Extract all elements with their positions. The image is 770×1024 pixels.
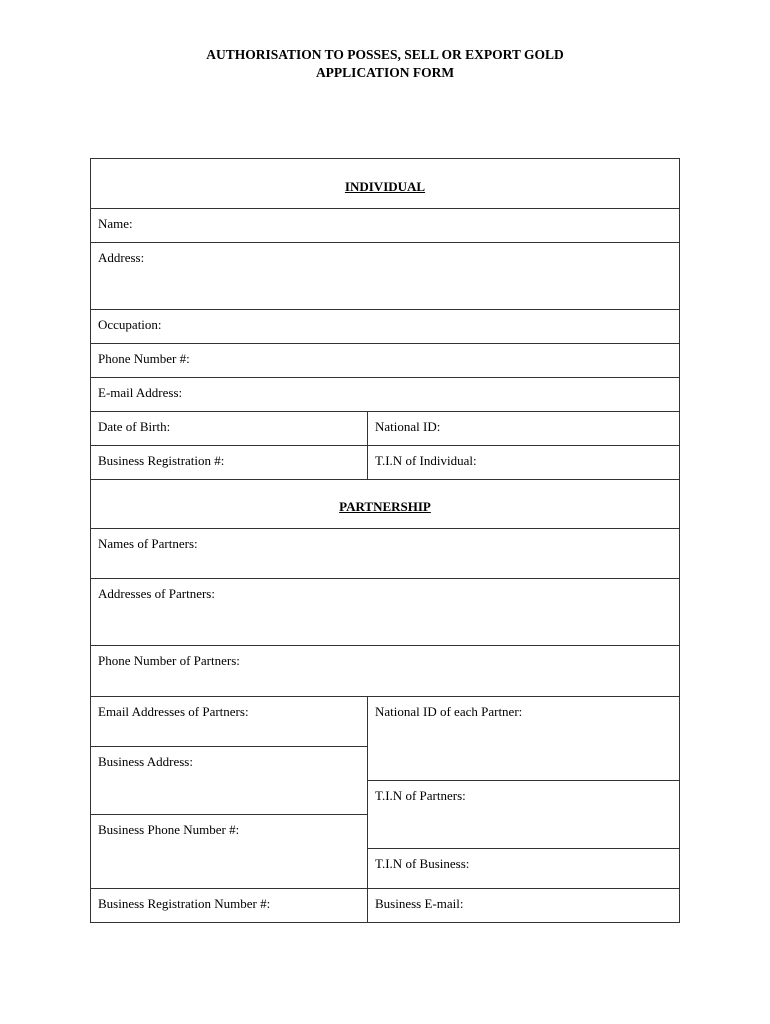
individual-occupation-field[interactable]: Occupation:	[91, 310, 680, 344]
individual-tin-field[interactable]: T.I.N of Individual:	[368, 446, 680, 480]
individual-email-field[interactable]: E-mail Address:	[91, 378, 680, 412]
individual-address-field[interactable]: Address:	[91, 243, 680, 310]
business-tin-field[interactable]: T.I.N of Business:	[368, 849, 680, 889]
form-title-line-1: AUTHORISATION TO POSSES, SELL OR EXPORT GOLD	[206, 47, 564, 62]
individual-national-id-field[interactable]: National ID:	[368, 412, 680, 446]
business-email-field[interactable]: Business E-mail:	[368, 889, 680, 923]
individual-name-field[interactable]: Name:	[91, 209, 680, 243]
partner-names-field[interactable]: Names of Partners:	[91, 529, 680, 579]
partner-phone-field[interactable]: Phone Number of Partners:	[91, 646, 680, 697]
partner-emails-field[interactable]: Email Addresses of Partners:	[91, 697, 368, 747]
business-address-field[interactable]: Business Address:	[91, 747, 368, 815]
business-phone-field[interactable]: Business Phone Number #:	[91, 815, 368, 889]
form-title-line-2: APPLICATION FORM	[315, 65, 455, 80]
individual-dob-field[interactable]: Date of Birth:	[91, 412, 368, 446]
business-registration-number-field[interactable]: Business Registration Number #:	[91, 889, 368, 923]
partner-national-ids-field[interactable]: National ID of each Partner:	[368, 697, 680, 781]
individual-section-heading: INDIVIDUAL	[91, 159, 680, 209]
individual-business-registration-field[interactable]: Business Registration #:	[91, 446, 368, 480]
partnership-section-heading: PARTNERSHIP	[91, 480, 680, 529]
partner-addresses-field[interactable]: Addresses of Partners:	[91, 579, 680, 646]
partner-tin-field[interactable]: T.I.N of Partners:	[368, 781, 680, 849]
individual-phone-field[interactable]: Phone Number #:	[91, 344, 680, 378]
application-form-table	[90, 158, 680, 923]
form-title	[0, 46, 770, 82]
